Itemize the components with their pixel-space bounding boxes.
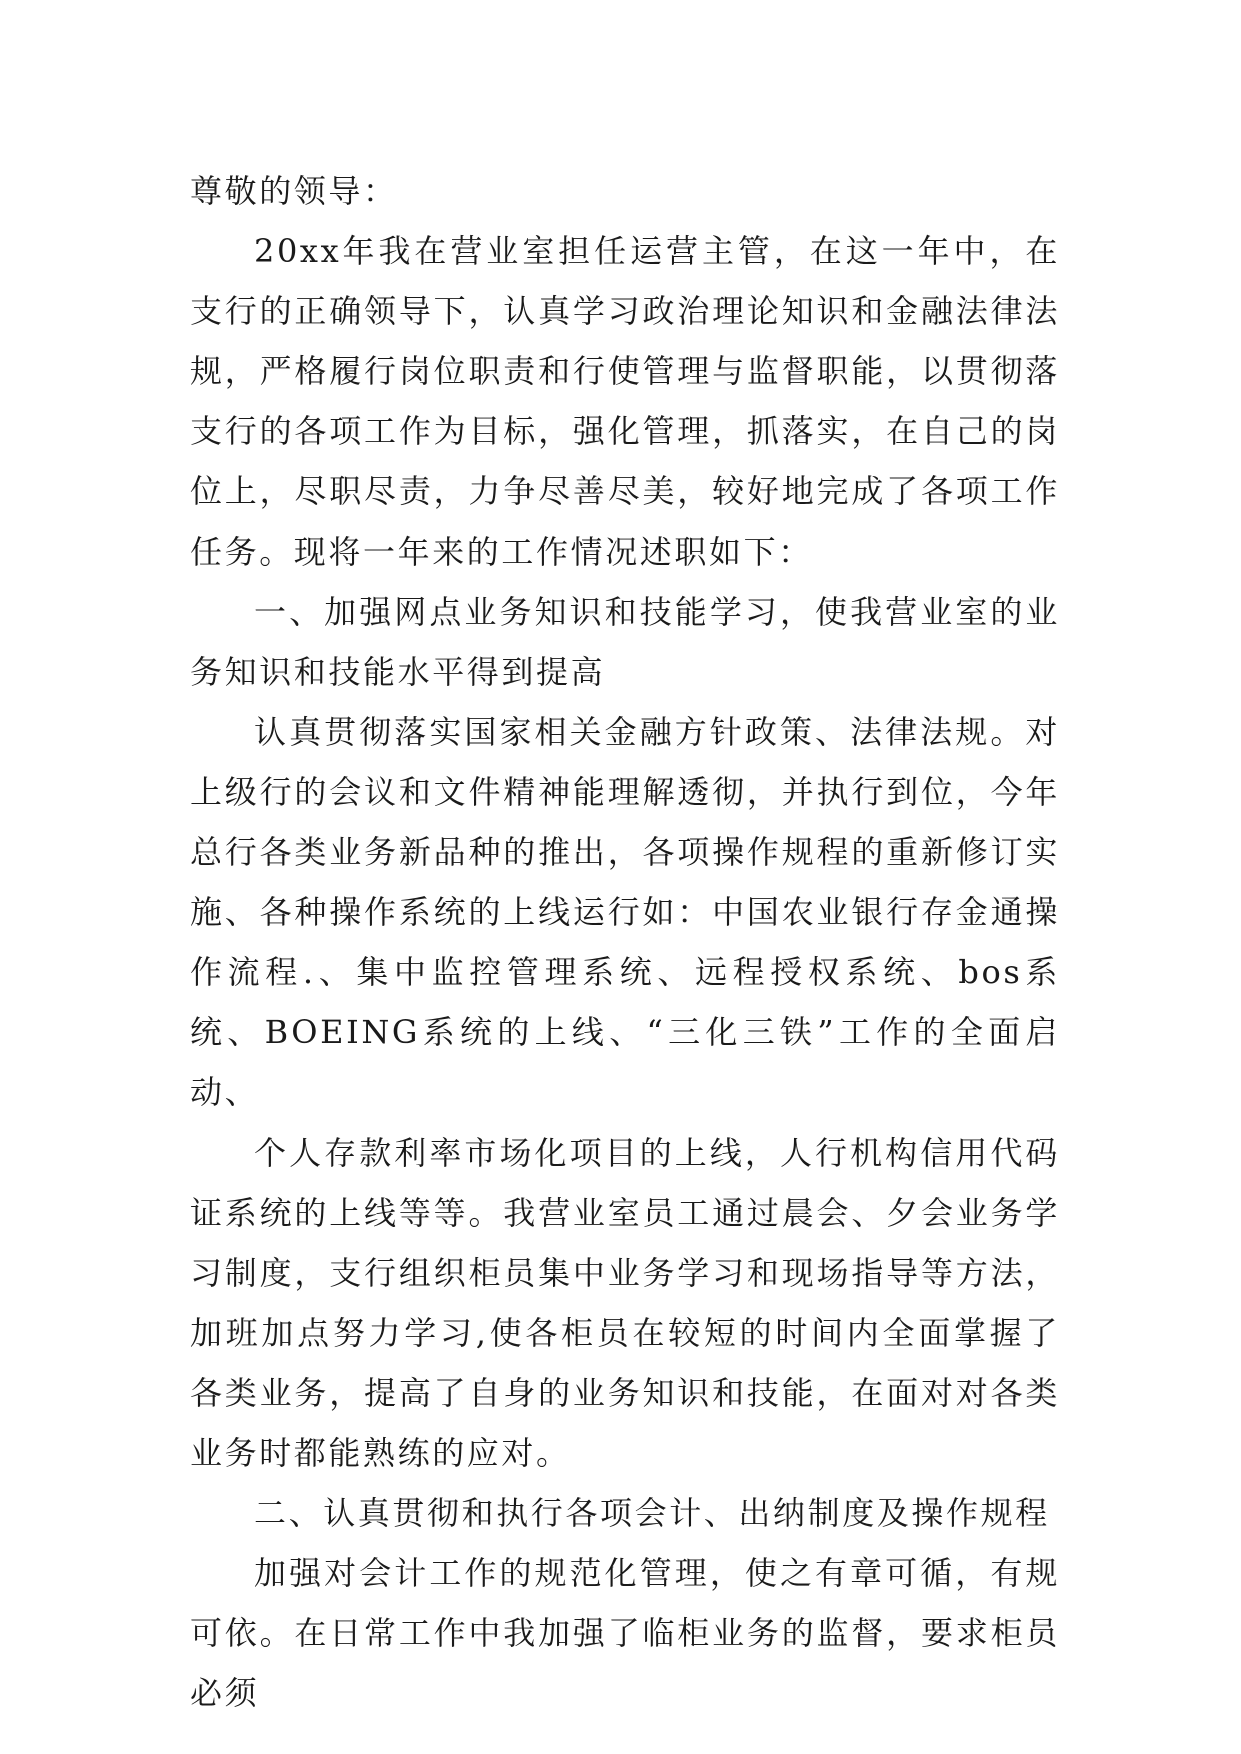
salutation: 尊敬的领导： — [190, 172, 398, 210]
section-heading-1: 一、加强网点业务知识和技能学习，使我营业室的业务知识和技能水平得到提高 — [190, 592, 1060, 691]
paragraph-policy: 认真贯彻落实国家相关金融方针政策、法律法规。对上级行的会议和文件精神能理解透彻，并执行到位，今年总行各类业务新品种的推出，各项操作规程的重新修订实施、各种操作系统的上线运行如：中国农业银行存金通操作流程.、集中监控管理系统、远程授权系统、bos系统、BOEING系统的上线、“三化三铁”工作的全面启动、 — [190, 712, 1060, 1112]
paragraph-intro: 20xx年我在营业室担任运营主管，在这一年中，在支行的正确领导下，认真学习政治理论知识和金融法律法规，严格履行岗位职责和行使管理与监督职能，以贯彻落支行的各项工作为目标，强化管理，抓落实，在自己的岗位上，尽职尽责，力争尽善尽美，较好地完成了各项工作任务。现将一年来的工作情况述职如下： — [190, 232, 1060, 571]
document-body — [190, 161, 1060, 1723]
paragraph-accounting: 加强对会计工作的规范化管理，使之有章可循，有规可依。在日常工作中我加强了临柜业务的监督，要求柜员必须 — [190, 1554, 1060, 1713]
paragraph-training: 个人存款利率市场化项目的上线，人行机构信用代码证系统的上线等等。我营业室员工通过晨会、夕会业务学习制度，支行组织柜员集中业务学习和现场指导等方法，加班加点努力学习,使各柜员在较短的时间内全面掌握了各类业务，提高了自身的业务知识和技能，在面对对各类业务时都能熟练的应对。 — [190, 1133, 1060, 1472]
section-heading-2: 二、认真贯彻和执行各项会计、出纳制度及操作规程 — [254, 1494, 1050, 1533]
